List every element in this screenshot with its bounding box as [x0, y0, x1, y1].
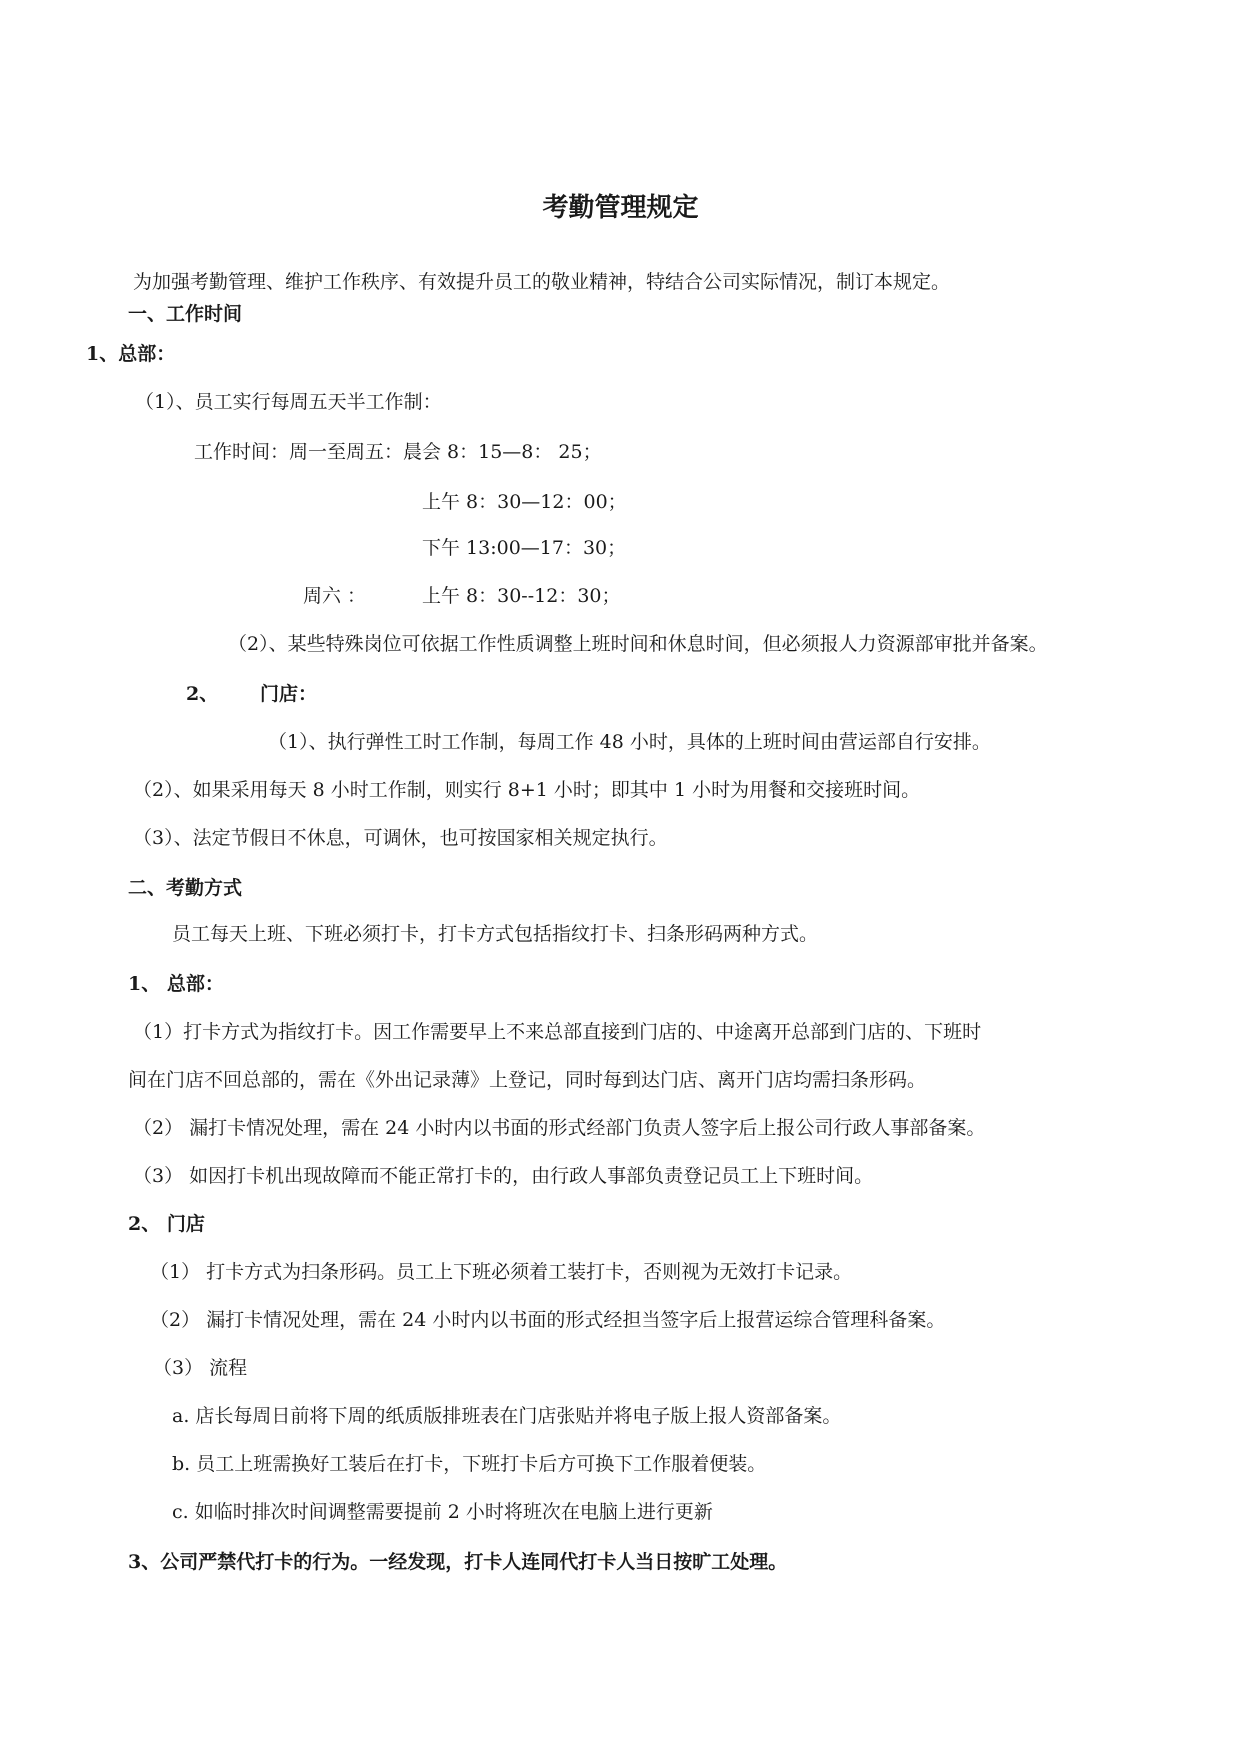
- section2-intro: 员工每天上班、下班必须打卡，打卡方式包括指纹打卡、扫条形码两种方式。: [172, 923, 819, 945]
- store-heading: 门店：: [260, 683, 318, 705]
- hq-saturday-time: 上午 8：30--12：30；: [422, 585, 621, 607]
- process-step-a: a. 店长每周日前将下周的纸质版排班表在门店张贴并将电子版上报人资部备案。: [172, 1405, 842, 1427]
- section2-hq-item3: （3） 如因打卡机出现故障而不能正常打卡的，由行政人事部负责登记员工上下班时间。: [133, 1165, 874, 1187]
- section2-hq-item1-line1: （1）打卡方式为指纹打卡。因工作需要早上不来总部直接到门店的、中途离开总部到门店的、下班时: [133, 1021, 982, 1043]
- process-step-c: c. 如临时排次时间调整需要提前 2 小时将班次在电脑上进行更新: [172, 1501, 713, 1523]
- section2-heading: 二、考勤方式: [128, 877, 243, 899]
- section2-hq-item1-line2: 间在门店不回总部的，需在《外出记录薄》上登记，同时每到达门店、离开门店均需扫条形码。: [128, 1069, 927, 1091]
- section2-store-item2: （2） 漏打卡情况处理，需在 24 小时内以书面的形式经担当签字后上报营运综合管理科备案。: [150, 1309, 946, 1331]
- hq-item1: （1）、员工实行每周五天半工作制：: [135, 391, 442, 413]
- hq-schedule-afternoon: 下午 13:00—17：30；: [422, 537, 627, 559]
- hq-heading: 1、总部：: [86, 343, 176, 365]
- hq-saturday-label: 周六 ：: [303, 585, 367, 607]
- section2-hq-item2: （2） 漏打卡情况处理，需在 24 小时内以书面的形式经部门负责人签字后上报公司行政人事部备案。: [133, 1117, 986, 1139]
- rule3-buddy-punching: 3、公司严禁代打卡的行为。一经发现，打卡人连同代打卡人当日按旷工处理。: [128, 1551, 788, 1573]
- section2-store-item1: （1） 打卡方式为扫条形码。员工上下班必须着工装打卡，否则视为无效打卡记录。: [150, 1261, 853, 1283]
- hq-schedule-morning: 上午 8：30—12：00；: [422, 491, 627, 513]
- store-item3: （3）、法定节假日不休息，可调休，也可按国家相关规定执行。: [133, 827, 668, 849]
- section2-store-heading: 2、 门店: [128, 1213, 205, 1235]
- section2-hq-heading: 1、 总部：: [128, 973, 224, 995]
- document-title: 考勤管理规定: [542, 193, 699, 223]
- store-item2: （2）、如果采用每天 8 小时工作制，则实行 8+1 小时；即其中 1 小时为用餐和交接班时间。: [133, 779, 921, 801]
- hq-schedule-weekday: 工作时间：周一至周五：晨会 8：15—8： 25；: [194, 441, 602, 463]
- process-step-b: b. 员工上班需换好工装后在打卡，下班打卡后方可换下工作服着便装。: [172, 1453, 767, 1475]
- section1-heading: 一、工作时间: [128, 303, 243, 325]
- store-num: 2、: [186, 683, 219, 705]
- hq-item2: （2）、某些特殊岗位可依据工作性质调整上班时间和休息时间，但必须报人力资源部审批并备案。: [228, 633, 1048, 655]
- intro-paragraph: 为加强考勤管理、维护工作秩序、有效提升员工的敬业精神，特结合公司实际情况，制订本规定。: [133, 271, 951, 293]
- store-item1: （1）、执行弹性工时工作制，每周工作 48 小时，具体的上班时间由营运部自行安排。: [268, 731, 991, 753]
- section2-store-item3: （3） 流程: [153, 1357, 248, 1379]
